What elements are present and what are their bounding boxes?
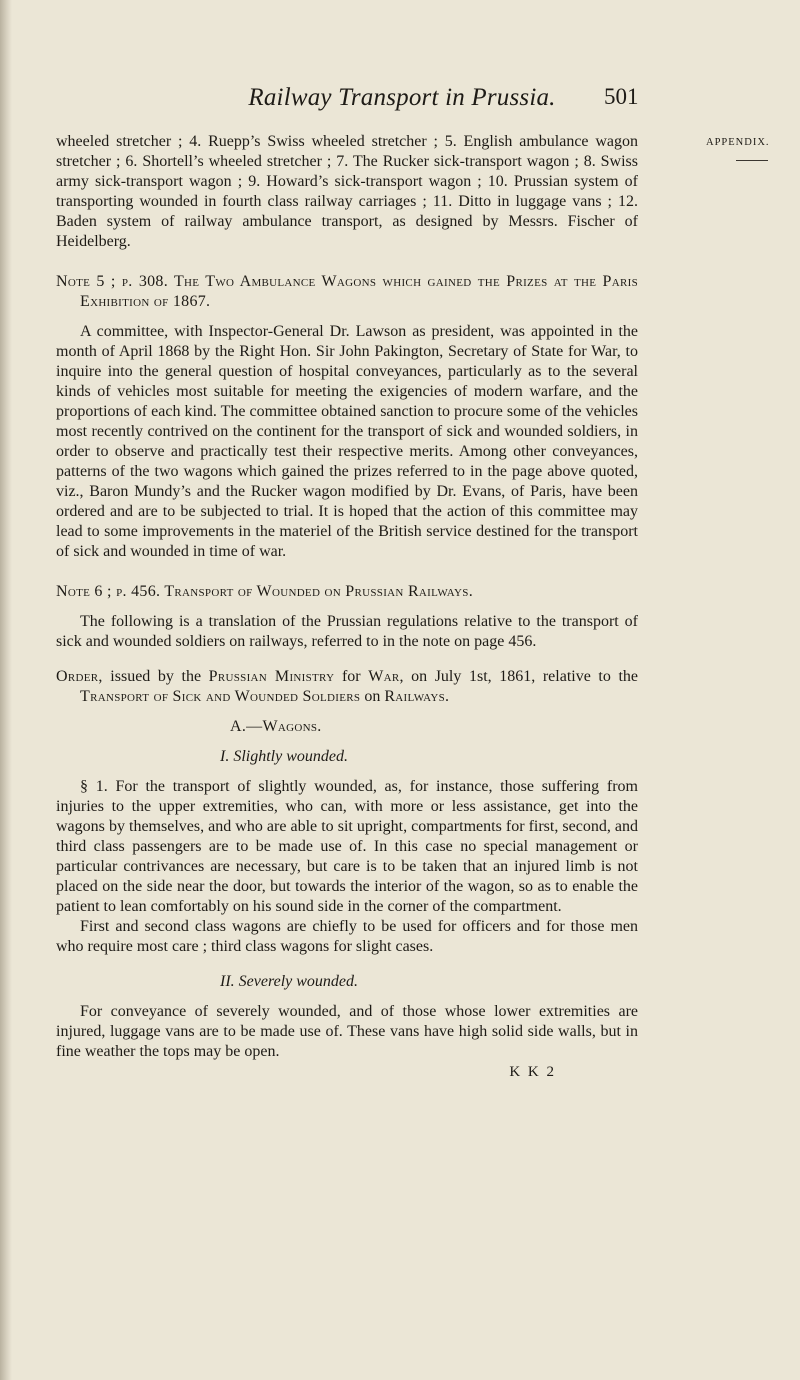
order-ministry: Prussian Ministry (208, 668, 335, 685)
order-war: War (368, 668, 400, 685)
note-6-label: Note 6 ; p. 456. (56, 583, 161, 600)
order-lead: Order, (56, 668, 103, 685)
signature-mark: K K 2 (509, 1064, 556, 1080)
text-column (56, 132, 638, 1082)
running-header (0, 84, 800, 114)
section-ii-paragraph-1: For conveyance of severely wounded, and of those whose lower extremities are injured, luggage vans are to be made use of. These vans have high solid side walls, but in fine weather the tops may be open. (56, 1003, 638, 1060)
section-i-heading: I. Slightly wounded. (220, 748, 348, 765)
note-6-title: Transport of Wounded on Prussian Railways. (164, 583, 473, 600)
order-text-4: on (360, 688, 385, 705)
order-subject: Transport of Sick and Wounded Soldiers (80, 688, 361, 705)
order-text-3: , on July 1st, 1861, relative to the (399, 668, 639, 685)
note-5-label: Note 5 ; p. 308. (56, 273, 169, 290)
note-6-paragraph: The following is a translation of the Prussian regulations relative to the transport of sick and wounded soldiers on railways, referred to in the note on page 456. (56, 613, 638, 650)
running-title: Railway Transport in Prussia. (248, 84, 556, 111)
note-6-heading (56, 582, 638, 602)
note-5-paragraph: A committee, with Inspector-General Dr. Lawson as president, was appointed in the month of April 1868 by the Right Hon. Sir John Pakington, Secretary of State for War, to inquire into the general question of hospital conveyances, particularly as to the several kinds of vehicles most suitable for meeting the exigencies of modern warfare, and the proportions of each kind. The committee obtained sanction to procure some of the vehicles most recently contrived on the continent for the transport of sick and wounded soldiers, in order to observe and practically test their respective merits. Among other conveyances, patterns of the two wagons which gained the prizes referred to in the page above quoted, viz., Baron Mundy’s and the Rucker wagon modified by Dr. Evans, of Paris, have been ordered and are to be subjected to trial. It is hoped that the action of this committee may lead to some improvements in the materiel of the British service destined for the transport of sick and wounded in time of war. (56, 323, 638, 560)
section-ii-heading: II. Severely wounded. (220, 973, 359, 990)
section-i-paragraph-2: First and second class wagons are chiefly to be used for officers and for those men who require most care ; third class wagons for slight cases. (56, 918, 638, 955)
order-text-2: for (334, 668, 369, 685)
order-paragraph (56, 667, 638, 707)
section-i-paragraph-1: § 1. For the transport of slightly wounded, as, for instance, those suffering from injuries to the upper extremities, who can, with more or less assistance, get into the wagons by themselves, and who are able to sit upright, compartments for first, second, and third class passengers are to be made use of. In this case no special management or particular contrivances are necessary, but care is to be taken that an injured limb is not placed on the side near the door, but towards the interior of the wagon, so as to enable the patient to lean comfortably on his sound side in the corner of the compartment. (56, 778, 638, 915)
page-number: 501 (604, 84, 639, 109)
margin-rule (736, 160, 768, 161)
note-5-title: The Two Ambulance Wagons which gained the Prizes at the Paris Exhibition of 1867. (80, 273, 638, 310)
note-5-heading (56, 272, 638, 312)
section-a-heading: A.—Wagons. (230, 718, 322, 735)
page-gutter-shadow (0, 0, 12, 1380)
order-railways: Railways. (384, 688, 450, 705)
margin-label-appendix: APPENDIX. (706, 137, 770, 148)
order-text-1: issued by the (102, 668, 209, 685)
continuation-paragraph: wheeled stretcher ; 4. Ruepp’s Swiss wheeled stretcher ; 5. English ambulance wagon stretcher ; 6. Shortell’s wheeled stretcher ; 7. The Rucker sick-transport wagon ; 8. Swiss army sick-transport wagon ; 9. Howard’s sick-transport wagon ; 10. Prussian system of transporting wounded in fourth class railway carriages ; 11. Ditto in luggage vans ; 12. Baden system of railway ambulance transport, as designed by Messrs. Fischer of Heidelberg. (56, 133, 638, 250)
